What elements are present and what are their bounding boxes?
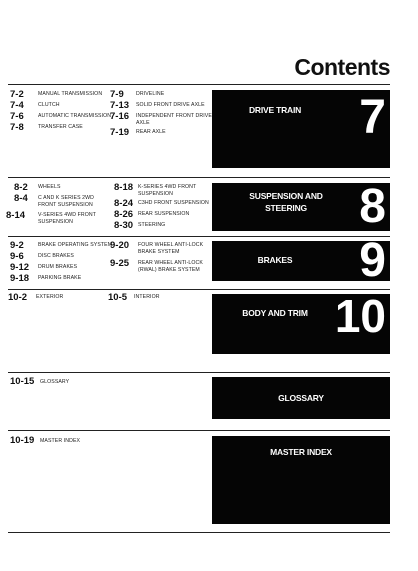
toc-text: STEERING (138, 222, 166, 228)
section-tab-drive-train[interactable] (212, 90, 390, 168)
section-label: MASTER INDEX (270, 447, 332, 457)
toc-page: 7-4 (10, 100, 24, 111)
toc-text: EXTERIOR (36, 294, 64, 300)
section-number: 9 (359, 234, 386, 287)
toc-page: 9-25 (110, 258, 130, 269)
toc-text: INDEPENDENT FRONT DRIVE AXLE (136, 113, 212, 126)
toc-page: 7-16 (110, 111, 130, 122)
toc-text: MASTER INDEX (40, 438, 81, 444)
section-divider (8, 289, 390, 290)
toc-text: GLOSSARY (40, 379, 70, 385)
section-divider (8, 236, 390, 237)
toc-text: C AND K SERIES 2WD FRONT SUSPENSION (38, 195, 94, 208)
toc-page: 9-18 (10, 273, 30, 284)
section-label: SUSPENSION AND STEERING (249, 191, 323, 213)
section-divider (8, 177, 390, 178)
toc-page: 7-13 (110, 100, 130, 111)
toc-text: SOLID FRONT DRIVE AXLE (136, 102, 205, 108)
toc-page: 8-30 (114, 220, 134, 231)
section-tab-master-index[interactable] (212, 436, 390, 524)
toc-page: 10-19 (10, 435, 35, 446)
toc-page: 9-12 (10, 262, 30, 273)
toc-page: 9-20 (110, 240, 130, 251)
toc-page: 8-18 (114, 182, 134, 193)
toc-text: C3HD FRONT SUSPENSION (138, 200, 209, 206)
toc-page: 10-2 (8, 292, 28, 303)
section-tab-suspension-steering[interactable] (212, 180, 390, 233)
toc-page: 8-26 (114, 209, 134, 220)
toc-text: PARKING BRAKE (38, 275, 82, 281)
section-label: DRIVE TRAIN (248, 105, 302, 115)
toc-text: V-SERIES 4WD FRONT SUSPENSION (38, 212, 96, 225)
section-tab-glossary[interactable] (212, 377, 390, 419)
section-label: BODY AND TRIM (242, 308, 308, 318)
toc-page: 8-2 (14, 182, 28, 193)
section-number: 8 (359, 180, 386, 233)
toc-text: MANUAL TRANSMISSION (38, 91, 103, 97)
toc-page: 10-15 (10, 376, 35, 387)
toc-text: K-SERIES 4WD FRONT SUSPENSION (138, 184, 197, 197)
section-divider (8, 372, 390, 373)
toc-page: 8-4 (14, 193, 28, 204)
section-divider (8, 532, 390, 533)
toc-page: 8-24 (114, 198, 134, 209)
section-number: 7 (359, 91, 386, 144)
toc-text: DRIVELINE (136, 91, 165, 97)
toc-text: AUTOMATIC TRANSMISSION (38, 113, 112, 119)
section-label: BRAKES (257, 255, 293, 265)
toc-page: 10-5 (108, 292, 128, 303)
section-number: 10 (334, 290, 386, 342)
toc-text: REAR WHEEL ANTI-LOCK (RWAL) BRAKE SYSTEM (138, 260, 203, 273)
toc-text: DRUM BRAKES (38, 264, 78, 270)
section-divider (8, 430, 390, 431)
toc-page: 7-19 (110, 127, 130, 138)
toc-page: 8-14 (6, 210, 26, 221)
section-tab-brakes[interactable] (212, 234, 390, 287)
toc-page: 7-9 (110, 89, 124, 100)
toc-page: 9-2 (10, 240, 24, 251)
section-label: GLOSSARY (278, 393, 324, 403)
toc-page: 7-2 (10, 89, 24, 100)
page-title: Contents (294, 54, 390, 80)
toc-page: 7-6 (10, 111, 24, 122)
section-divider (8, 84, 390, 85)
section-tab-body-trim[interactable] (212, 290, 390, 354)
toc-text: FOUR WHEEL ANTI-LOCK BRAKE SYSTEM (138, 242, 204, 255)
toc-text: REAR AXLE (136, 129, 166, 135)
toc-text: WHEELS (38, 184, 61, 190)
toc-text: CLUTCH (38, 102, 60, 108)
toc-text: DISC BRAKES (38, 253, 74, 259)
toc-page: 9-6 (10, 251, 24, 262)
toc-text: BRAKE OPERATING SYSTEM (38, 242, 113, 248)
toc-page: 7-8 (10, 122, 24, 133)
toc-text: TRANSFER CASE (38, 124, 83, 130)
toc-text: INTERIOR (134, 294, 160, 300)
toc-text: REAR SUSPENSION (138, 211, 190, 217)
